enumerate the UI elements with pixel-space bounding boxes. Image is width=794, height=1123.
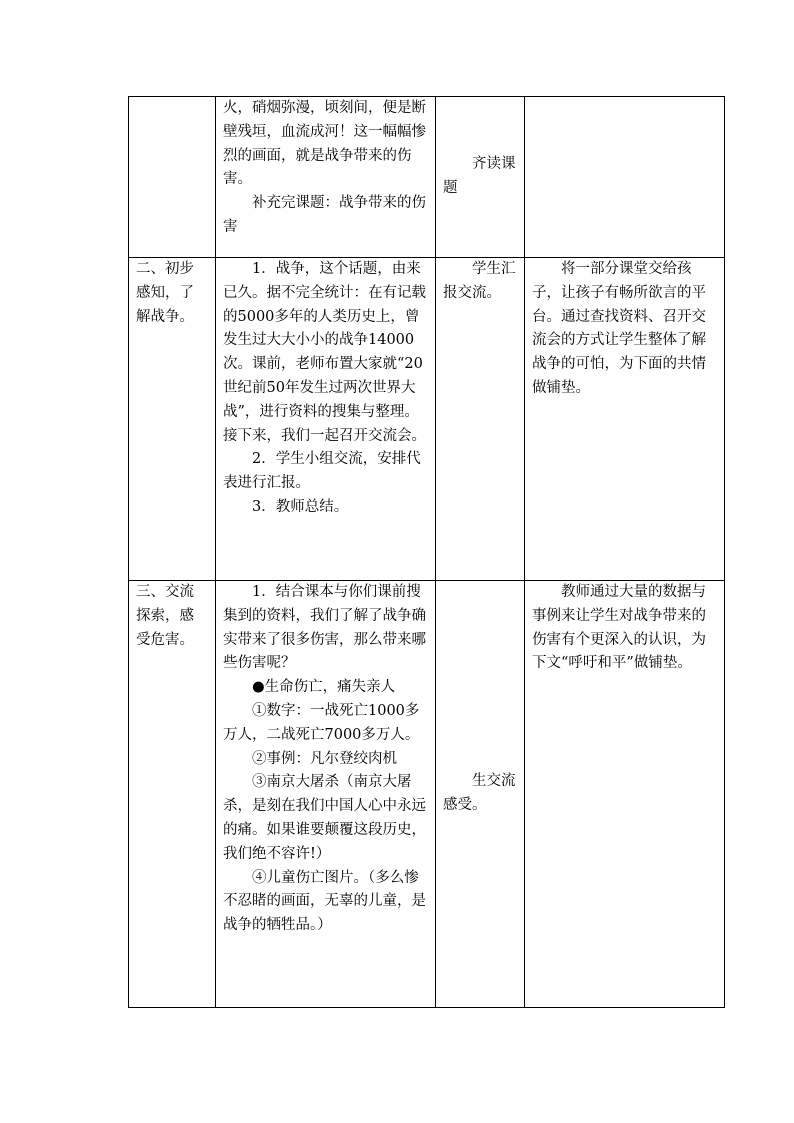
teacher-activity-cell xyxy=(216,581,436,1008)
student-text: 生交流感受。 xyxy=(443,773,516,813)
lesson-plan-table xyxy=(128,96,725,1008)
teacher-paragraph: 1．战争，这个话题，由来已久。据不完全统计：在有记载的5000多年的人类历史上，曾发生过大大小小的战争14000次。课前，老师布置大家就“20世纪前50年发生过两次世界大战”，进行资料的搜集与整理。接下来，我们一起召开交流会。 xyxy=(223,261,426,444)
teacher-paragraph: ③南京大屠杀（南京大屠杀，是刻在我们中国人心中永远的痛。如果谁要颠覆这段历史，我们绝不容许!） xyxy=(223,774,426,862)
teacher-paragraph: 补充完课题：战争带来的伤害 xyxy=(223,195,426,235)
teacher-activity-cell xyxy=(216,258,436,581)
teacher-paragraph: ①数字：一战死亡1000多万人，二战死亡7000多万人。 xyxy=(223,702,420,743)
stage-cell xyxy=(129,97,216,258)
stage-text: 三、交流探索，感受危害。 xyxy=(136,584,194,648)
teacher-paragraph: 2．学生小组交流，安排代表进行汇报。 xyxy=(223,451,421,492)
intent-text: 教师通过大量的数据与事例来让学生对战争带来的伤害有个更深入的认识，为下文“呼吁和平”做铺垫。 xyxy=(532,584,706,672)
student-activity-cell xyxy=(436,258,525,581)
intent-text: 将一部分课堂交给孩子，让孩子有畅所欲言的平台。通过查找资料、召开交流会的方式让学生整体了解战争的可怕，为下面的共情做铺垫。 xyxy=(532,261,706,396)
table-row xyxy=(129,97,725,258)
stage-cell xyxy=(129,581,216,1008)
student-text: 学生汇报交流。 xyxy=(443,261,516,301)
teacher-paragraph: 火，硝烟弥漫，顷刻间，便是断壁残垣，血流成河！这一幅幅惨烈的画面，就是战争带来的伤害。 xyxy=(223,100,426,188)
teacher-paragraph: 3．教师总结。 xyxy=(252,498,349,515)
stage-text: 二、初步感知，了解战争。 xyxy=(136,261,194,325)
stage-cell xyxy=(129,258,216,581)
student-text: 齐读课题 xyxy=(443,156,516,196)
teacher-paragraph: 1．结合课本与你们课前搜集到的资料，我们了解了战争确实带来了很多伤害，那么带来哪些伤害呢？ xyxy=(223,584,426,672)
teacher-paragraph: ②事例：凡尔登绞肉机 xyxy=(252,750,397,767)
teacher-paragraph: ●生命伤亡，痛失亲人 xyxy=(252,679,396,696)
design-intent-cell xyxy=(525,258,725,581)
design-intent-cell xyxy=(525,581,725,1008)
design-intent-cell xyxy=(525,97,725,258)
student-activity-cell xyxy=(436,581,525,1008)
table-row xyxy=(129,581,725,1008)
teacher-activity-cell xyxy=(216,97,436,258)
table-row xyxy=(129,258,725,581)
student-activity-cell xyxy=(436,97,525,258)
teacher-paragraph: ④儿童伤亡图片。（多么惨不忍睹的画面，无辜的儿童，是战争的牺牲品。） xyxy=(223,869,426,934)
